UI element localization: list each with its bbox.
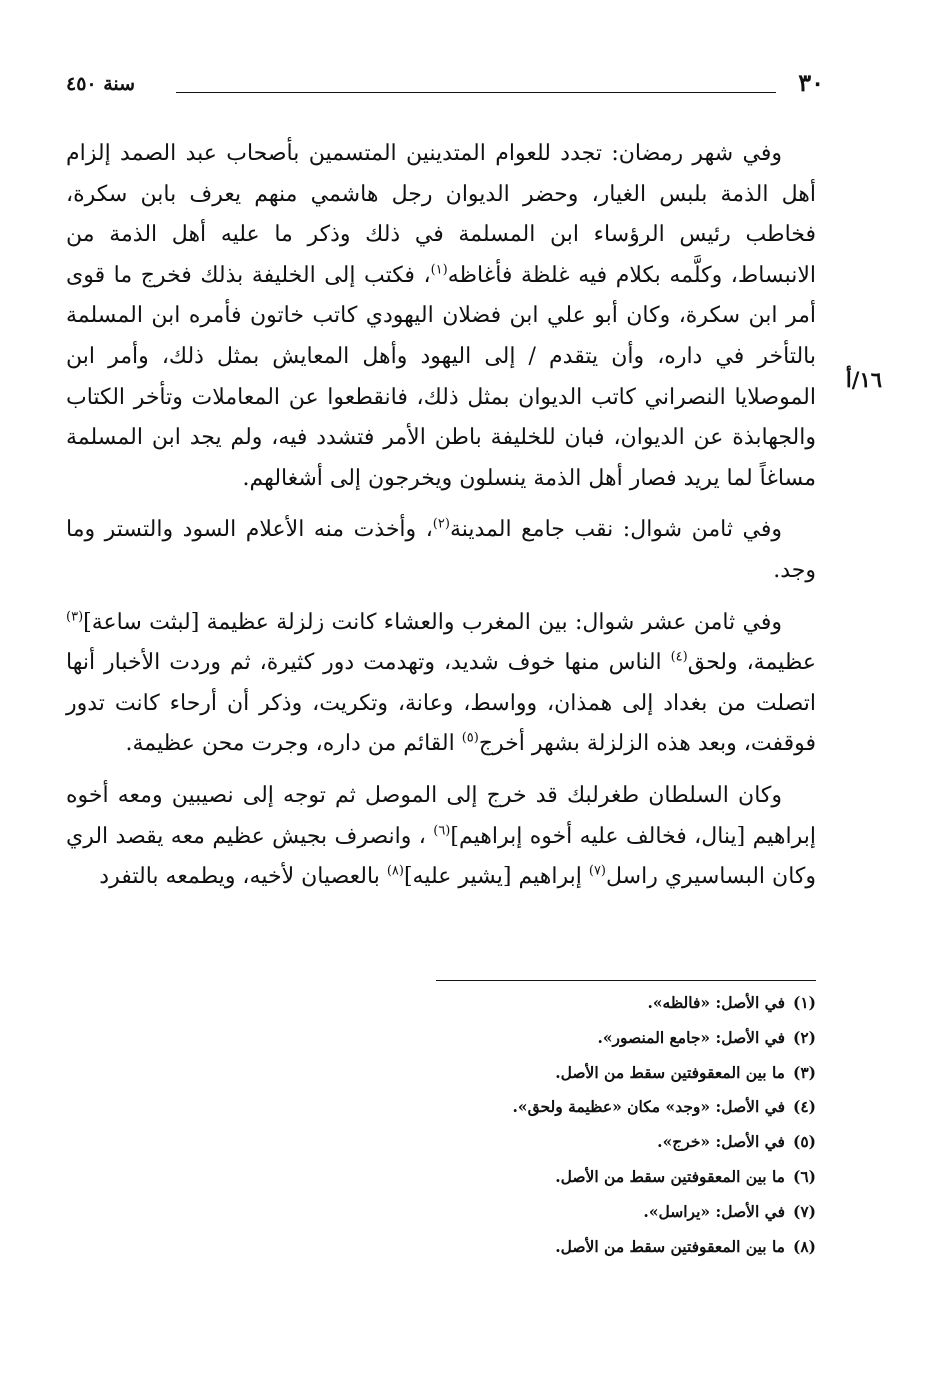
paragraph-text: وكان السلطان طغرلبك قد خرج إلى الموصل ثم توجه إلى نصيبين ومعه أخوه إبراهيم [ينال، فخالف عليه أخوه إبراهيم] xyxy=(66,782,816,849)
paragraph-text: وفي شهر رمضان: تجدد للعوام المتدينين المتسمين بأصحاب عبد الصمد إلزام أهل الذمة بلبس الغيار، وحضر الديوان رجل هاشمي منهم يعرف بابن سكرة، فخاطب رئيس الرؤساء ابن المسلمة في ذلك وذكر ما عليه أهل الذمة من الانبساط، وكلَّمه بكلام فيه غلظة فأغاظه xyxy=(66,141,817,288)
footnote-number: (١) xyxy=(792,993,816,1012)
footnote-text: ما بين المعقوفتين سقط من الأصل. xyxy=(555,1166,785,1186)
main-text xyxy=(66,134,816,898)
paragraph-text: القائم من داره، وجرت محن عظيمة. xyxy=(125,731,462,757)
footnote-ref-4[interactable]: (٤) xyxy=(670,649,688,665)
footnote-text: ما بين المعقوفتين سقط من الأصل. xyxy=(555,1236,785,1256)
footnote-ref-6[interactable]: (٦) xyxy=(433,823,451,839)
paragraph-text: ، فكتب إلى الخليفة بذلك فخرج ما قوى أمر ابن سكرة، وكان أبو علي ابن فضلان اليهودي كاتب خاتون فأمره ابن المسلمة بالتأخر في داره، وأن يتقدم / إلى اليهود وأهل المعايش بمثل ذلك، وأمر ابن الموصلايا النصراني كاتب الديوان بمثل ذلك، فانقطعوا عن المعاملات وتأخر الكتاب والجهابذة عن الديوان، فبان للخليفة باطن الأمر فتشدد فيه، ولم يجد ابن المسلمة مساغاً لما يريد فصار أهل الذمة ينسلون ويخرجون إلى أشغالهم. xyxy=(66,262,816,491)
manuscript-folio-marker: ١٦/أ xyxy=(845,367,882,392)
footnote-text: في الأصل: «وجد» مكان «عظيمة ولحق». xyxy=(512,1097,785,1117)
footnote-number: (٤) xyxy=(792,1097,816,1117)
page-header xyxy=(66,66,824,102)
footnote-item xyxy=(116,1125,816,1160)
footnote-number: (٣) xyxy=(792,1062,816,1082)
footnote-ref-2[interactable]: (٢) xyxy=(432,517,450,533)
paragraph-text: وفي ثامن عشر شوال: بين المغرب والعشاء كانت زلزلة عظيمة [لبثت ساعة] xyxy=(83,609,782,635)
paragraph-text: ، وانصرف بجيش عظيم معه يقصد الري وكان البساسيري راسل xyxy=(66,823,816,890)
footnote-item xyxy=(116,1195,816,1230)
footnote-number: (٦) xyxy=(792,1166,816,1186)
footnote-text: في الأصل: «يراسل». xyxy=(643,1201,785,1221)
paragraph-text: إبراهيم [يشير عليه] xyxy=(403,864,589,890)
footnote-item xyxy=(116,1056,816,1091)
footnote-ref-7[interactable]: (٧) xyxy=(588,863,606,879)
footnote-separator xyxy=(436,980,816,981)
footnote-text: في الأصل: «فالظه». xyxy=(647,993,785,1012)
header-rule xyxy=(176,92,776,93)
footnote-ref-8[interactable]: (٨) xyxy=(386,863,404,879)
footnotes-section xyxy=(116,986,816,1264)
year-label: سنة ٤٥٠ xyxy=(66,73,136,95)
page-number: ٣٠ xyxy=(798,68,824,97)
footnote-item xyxy=(116,1021,816,1056)
paragraph-text: ، وأخذت منه الأعلام السود والتستر وما وجد. xyxy=(66,517,816,583)
paragraph-shawwal-18 xyxy=(66,603,816,765)
paragraph-ramadan xyxy=(66,134,816,499)
footnote-number: (٧) xyxy=(792,1201,816,1221)
footnote-text: في الأصل: «جامع المنصور». xyxy=(597,1027,785,1047)
footnote-ref-3[interactable]: (٣) xyxy=(66,609,84,625)
paragraph-shawwal-8 xyxy=(66,510,816,591)
footnote-ref-1[interactable]: (١) xyxy=(430,262,448,278)
paragraph-text: الناس منها خوف شديد، وتهدمت دور كثيرة، ثم وردت الأخبار أنها اتصلت من بغداد إلى همذان، وواسط، وعانة، وتكريت، وذكر أن أرحاء كانت تدور فوقفت، وبعد هذه الزلزلة بشهر أخرج xyxy=(66,650,816,757)
footnote-item xyxy=(116,1230,816,1265)
footnote-number: (٥) xyxy=(792,1132,816,1152)
paragraph-text: وفي ثامن شوال: نقب جامع المدينة xyxy=(449,517,782,543)
footnote-item xyxy=(116,986,816,1021)
footnote-number: (٢) xyxy=(792,1027,816,1047)
paragraph-text: عظيمة، ولحق xyxy=(687,650,816,676)
footnote-item xyxy=(116,1090,816,1125)
paragraph-text: بالعصيان لأخيه، ويطمعه بالتفرد xyxy=(99,864,387,890)
footnote-item xyxy=(116,1160,816,1195)
footnote-ref-5[interactable]: (٥) xyxy=(461,730,479,746)
paragraph-tughril xyxy=(66,776,816,898)
footnote-text: في الأصل: «خرج». xyxy=(657,1132,785,1152)
footnote-number: (٨) xyxy=(792,1236,816,1256)
footnote-text: ما بين المعقوفتين سقط من الأصل. xyxy=(555,1062,785,1082)
